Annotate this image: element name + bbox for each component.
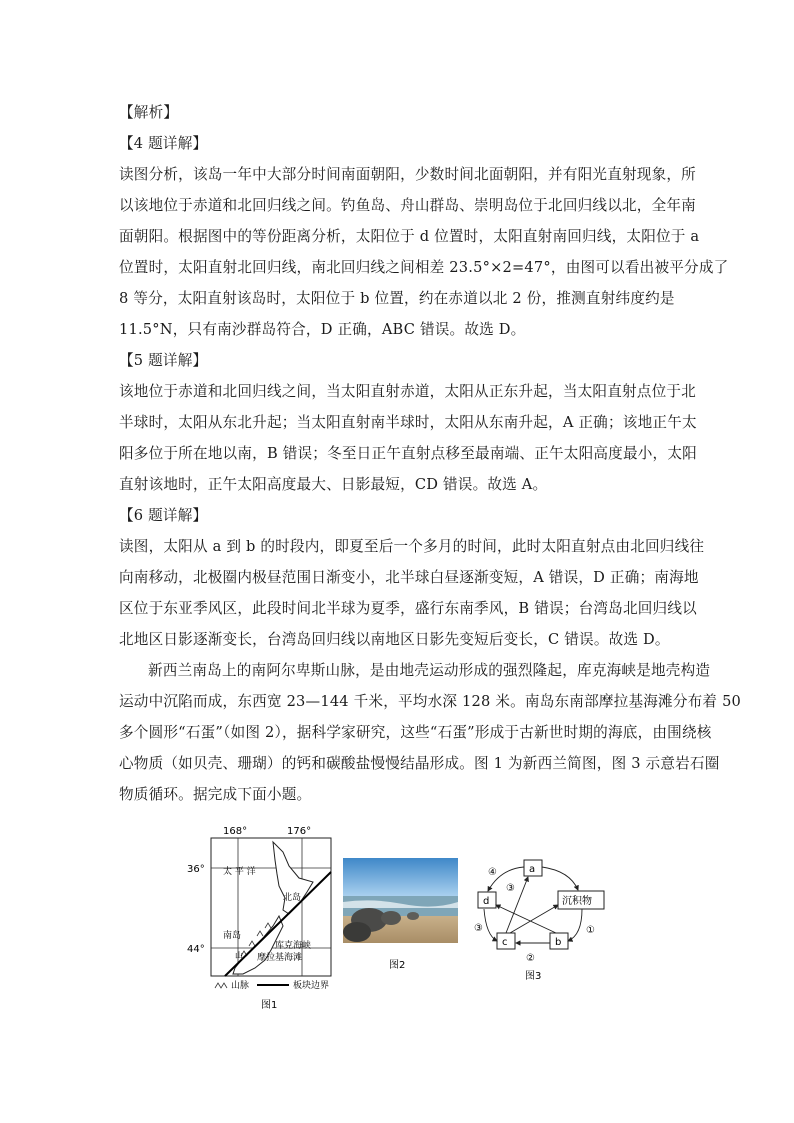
arrow-d-to-c [484, 909, 497, 941]
arrow-label: ① [586, 925, 595, 936]
q6-line: 向南移动，北极圈内极昼范围日渐变小，北半球白昼逐渐变短，A 错误，D 正确；南海地 [119, 569, 699, 586]
q5-line: 该地位于赤道和北回归线之间，当太阳直射赤道，太阳从正东升起，当太阳直射点位于北 [119, 383, 696, 400]
q5-line: 阳多位于所在地以南，B 错误；冬至日正午直射点移至最南端、正午太阳高度最小，太阳 [119, 445, 697, 462]
q4-line: 读图分析，该岛一年中大部分时间南面朝阳，少数时间北面朝阳，并有阳光直射现象，所 [119, 166, 696, 183]
arrow-label: ④ [488, 867, 497, 878]
passage-line: 物质循环。据完成下面小题。 [119, 786, 312, 803]
q6-line: 区位于东亚季风区，此段时间北半球为夏季，盛行东南季风，B 错误；台湾岛北回归线以 [119, 600, 697, 617]
arrow-label: ③ [506, 883, 515, 894]
node-sediment-label: 沉积物 [562, 896, 592, 907]
south-island-label: 南岛 [223, 931, 242, 941]
legend-mountain: 山脉 [231, 981, 250, 991]
passage-line: 多个圆形“石蛋”（如图 2），据科学家研究，这些“石蛋”形成于古新世时期的海底，由围绕核 [119, 724, 712, 741]
arrow-b-to-d [496, 905, 556, 933]
lon-label: 168° [223, 826, 248, 837]
q4-line: 8 等分，太阳直射该岛时，太阳位于 b 位置，约在赤道以北 2 份，推测直射纬度约是 [119, 290, 675, 307]
arrow-a-to-sediment [542, 867, 578, 890]
figure2-caption: 图2 [389, 960, 406, 971]
q4-line: 面朝阳。根据图中的等份距离分析，太阳位于 d 位置时，太阳直射南回归线，太阳位于 a [119, 228, 700, 245]
lon-label: 176° [287, 826, 312, 837]
q5-heading: 【5 题详解】 [119, 352, 208, 369]
node-c-label: c [502, 937, 508, 948]
passage-line: 新西兰南岛上的南阿尔卑斯山脉，是由地壳运动形成的强烈隆起，库克海峡是地壳构造 [148, 662, 711, 679]
photo-sky [343, 858, 458, 896]
legend-boundary: 板块边界 [293, 981, 330, 991]
arrow-label: ② [526, 953, 535, 964]
passage-line: 运动中沉陷而成，东西宽 23—144 千米，平均水深 128 米。南岛东南部摩拉基海滩分布着 50 [119, 693, 742, 710]
boulder [343, 922, 371, 942]
analysis-heading: 【解析】 [119, 104, 179, 121]
figure1-caption: 图1 [261, 1000, 278, 1011]
q5-line: 直射该地时，正午太阳高度最大、日影最短，CD 错误。故选 A。 [119, 476, 548, 493]
q4-heading: 【4 题详解】 [119, 135, 208, 152]
node-d-label: d [483, 896, 490, 907]
mountain-legend-icon [215, 983, 227, 988]
node-b-label: b [555, 937, 562, 948]
figure3-rock-cycle [470, 855, 610, 985]
pacific-label: 太 平 洋 [223, 867, 256, 877]
arrow-c-to-sediment [510, 905, 558, 933]
q6-line: 读图，太阳从 a 到 b 的时段内，即夏至后一个多月的时间，此时太阳直射点由北回归线往 [119, 538, 705, 555]
arrow-sediment-to-b [568, 909, 582, 941]
north-island-label: 北岛 [283, 893, 302, 903]
figure3-caption: 图3 [525, 971, 542, 982]
passage-line: 心物质（如贝壳、珊瑚）的钙和碳酸盐慢慢结晶形成。图 1 为新西兰简图，图 3 示意岩石圈 [119, 755, 720, 772]
lat-label: 36° [187, 864, 205, 875]
node-a-label: a [529, 864, 536, 875]
moeraki-label: 摩拉基海滩 [257, 953, 303, 963]
q5-line: 半球时，太阳从东北升起；当太阳直射南半球时，太阳从东南升起，A 正确；该地正午太 [119, 414, 697, 431]
cook-strait-label: 库克海峡 [275, 941, 312, 951]
figure2-photo [343, 858, 458, 973]
arrow-label: ③ [474, 923, 483, 934]
north-island-outline [273, 842, 313, 914]
figure1-map [185, 822, 335, 1022]
q4-line: 以该地位于赤道和北回归线之间。钓鱼岛、舟山群岛、崇明岛位于北回归线以北，全年南 [119, 197, 696, 214]
mountain-label: 山 [235, 951, 243, 960]
lat-label: 44° [187, 944, 205, 955]
q4-line: 11.5°N，只有南沙群岛符合，D 正确，ABC 错误。故选 D。 [119, 321, 526, 338]
q6-line: 北地区日影逐渐变长，台湾岛回归线以南地区日影先变短后变长，C 错误。故选 D。 [119, 631, 670, 648]
q6-heading: 【6 题详解】 [119, 507, 208, 524]
boulder [407, 912, 419, 920]
boulder [381, 911, 401, 925]
q4-line: 位置时，太阳直射北回归线，南北回归线之间相差 23.5°×2=47°，由图可以看出被平分成了 [119, 259, 729, 276]
